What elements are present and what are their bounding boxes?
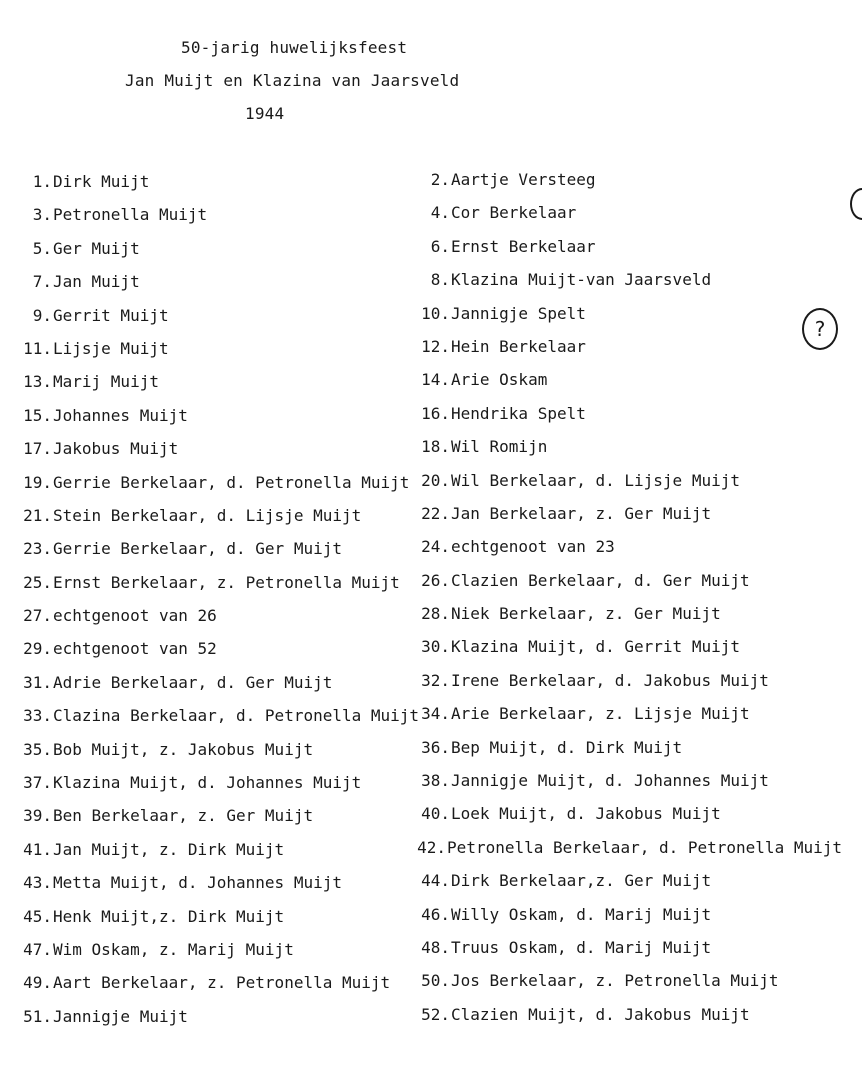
guest-name: Ernst Berkelaar: [451, 236, 596, 256]
guest-list-item: [14, 368, 444, 401]
guest-list-item: [14, 235, 444, 268]
guest-name: Gerrie Berkelaar, d. Petronella Muijt: [53, 472, 410, 492]
guest-list-item: [14, 569, 444, 602]
title-couple: Jan Muijt en Klazina van Jaarsveld: [125, 71, 460, 90]
guest-number: 43.: [23, 873, 52, 893]
guest-number: 44.: [421, 871, 450, 891]
guest-name: Marij Muijt: [53, 372, 159, 392]
guest-name: Johannes Muijt: [53, 405, 188, 425]
guest-number: 6.: [430, 236, 450, 256]
guest-name: Gerrit Muijt: [53, 305, 169, 325]
guest-name: Clazien Muijt, d. Jakobus Muijt: [451, 1004, 750, 1024]
guest-list-item: [412, 533, 842, 566]
guest-number: 47.: [23, 939, 52, 959]
guest-number: 46.: [421, 904, 450, 924]
guest-name: Clazien Berkelaar, d. Ger Muijt: [451, 570, 750, 590]
guest-number: 52.: [421, 1004, 450, 1024]
guest-name: Clazina Berkelaar, d. Petronella Muijt: [53, 706, 420, 726]
guest-name: Wim Oskam, z. Marij Muijt: [53, 939, 294, 959]
guest-list-item: [412, 734, 842, 767]
guest-name: Jannigje Muijt: [53, 1006, 188, 1026]
guest-list-right-column: [412, 166, 842, 1034]
guest-number: 1.: [32, 172, 52, 191]
guest-number: 16.: [421, 403, 450, 423]
guest-list-item: [412, 567, 842, 600]
guest-number: 19.: [23, 472, 52, 492]
guest-name: Loek Muijt, d. Jakobus Muijt: [451, 804, 721, 824]
guest-list-item: [14, 869, 444, 902]
guest-number: 50.: [421, 971, 450, 991]
guest-number: 14.: [421, 370, 450, 390]
guest-list-item: [14, 936, 444, 969]
guest-name: Jan Muijt: [53, 272, 140, 292]
guest-list-item: [14, 702, 444, 735]
guest-list-item: [412, 266, 842, 299]
guest-name: Klazina Muijt-van Jaarsveld: [451, 270, 712, 290]
guest-number: 8.: [430, 270, 450, 290]
guest-number: 10.: [421, 303, 450, 323]
guest-number: 36.: [421, 737, 450, 757]
guest-name: Cor Berkelaar: [451, 203, 577, 223]
guest-name: Dirk Berkelaar,z. Ger Muijt: [451, 871, 712, 891]
guest-name: Truus Oskam, d. Marij Muijt: [451, 937, 712, 957]
guest-list-item: [412, 166, 842, 199]
guest-list-item: [412, 199, 842, 232]
guest-number: 4.: [430, 203, 450, 223]
guest-list-item: [412, 500, 842, 533]
guest-name: Hendrika Spelt: [451, 403, 586, 423]
guest-name: Arie Berkelaar, z. Lijsje Muijt: [451, 704, 750, 724]
guest-name: echtgenoot van 52: [53, 639, 217, 659]
guest-number: 33.: [23, 706, 52, 726]
guest-number: 22.: [421, 503, 450, 523]
guest-list-item: [412, 800, 842, 833]
guest-list-item: [14, 535, 444, 568]
guest-list-item: [14, 302, 444, 335]
guest-number: 45.: [23, 906, 52, 926]
guest-number: 25.: [23, 572, 52, 592]
guest-list-item: [14, 402, 444, 435]
guest-number: 23.: [23, 539, 52, 559]
guest-name: Bob Muijt, z. Jakobus Muijt: [53, 739, 314, 759]
guest-name: Aart Berkelaar, z. Petronella Muijt: [53, 973, 391, 993]
guest-name: Lijsje Muijt: [53, 338, 169, 358]
question-mark-text: ?: [814, 317, 826, 341]
guest-number: 20.: [421, 470, 450, 490]
guest-number: 12.: [421, 336, 450, 356]
guest-number: 30.: [421, 637, 450, 657]
guest-number: 38.: [421, 771, 450, 791]
guest-list-item: [412, 467, 842, 500]
guest-list-item: [412, 767, 842, 800]
guest-list-item: [14, 736, 444, 769]
guest-name: Ernst Berkelaar, z. Petronella Muijt: [53, 572, 400, 592]
guest-list-item: [14, 335, 444, 368]
guest-number: 32.: [421, 670, 450, 690]
guest-list-item: [14, 502, 444, 535]
guest-name: Jos Berkelaar, z. Petronella Muijt: [451, 971, 779, 991]
guest-name: Ben Berkelaar, z. Ger Muijt: [53, 806, 314, 826]
guest-number: 9.: [32, 305, 52, 325]
guest-name: Jan Berkelaar, z. Ger Muijt: [451, 503, 712, 523]
guest-name: Wil Berkelaar, d. Lijsje Muijt: [451, 470, 740, 490]
guest-name: Hein Berkelaar: [451, 336, 586, 356]
guest-list-item: [412, 667, 842, 700]
guest-list-left-column: [14, 168, 447, 1036]
guest-list-item: [412, 967, 842, 1000]
guest-name: Henk Muijt,z. Dirk Muijt: [53, 906, 285, 926]
guest-list-item: [412, 600, 842, 633]
guest-number: 51.: [23, 1006, 52, 1026]
guest-number: 26.: [421, 570, 450, 590]
guest-number: 24.: [421, 537, 450, 557]
guest-name: Willy Oskam, d. Marij Muijt: [451, 904, 712, 924]
guest-number: 48.: [421, 937, 450, 957]
guest-list-item: [412, 400, 842, 433]
guest-list-item: [14, 836, 447, 869]
handwritten-question-mark: [802, 308, 838, 350]
guest-list-item: [14, 602, 444, 635]
guest-list-item: [412, 300, 842, 333]
guest-list-item: [14, 168, 444, 201]
guest-list-item: [14, 435, 444, 468]
guest-number: 17.: [23, 439, 52, 459]
guest-number: 21.: [23, 505, 52, 525]
guest-number: 31.: [23, 672, 52, 692]
guest-name: Jakobus Muijt: [53, 439, 179, 459]
guest-name: Klazina Muijt, d. Gerrit Muijt: [451, 637, 740, 657]
guest-list-item: [412, 834, 842, 867]
guest-number: 37.: [23, 773, 52, 793]
guest-list-item: [412, 233, 842, 266]
title-year: 1944: [245, 104, 285, 123]
guest-number: 49.: [23, 973, 52, 993]
guest-number: 7.: [32, 272, 52, 292]
guest-list-item: [412, 867, 842, 900]
guest-list-item: [14, 635, 444, 668]
guest-number: 27.: [23, 606, 52, 626]
guest-list-item: [14, 201, 444, 234]
guest-number: 3.: [32, 205, 52, 225]
guest-name: Dirk Muijt: [53, 172, 150, 191]
guest-number: 28.: [421, 604, 450, 624]
guest-list-item: [14, 669, 444, 702]
guest-list-item: [14, 969, 444, 1002]
guest-name: Adrie Berkelaar, d. Ger Muijt: [53, 672, 333, 692]
guest-list-item: [14, 268, 444, 301]
guest-name: Jannigje Muijt, d. Johannes Muijt: [451, 771, 769, 791]
guest-number: 15.: [23, 405, 52, 425]
guest-name: Metta Muijt, d. Johannes Muijt: [53, 873, 342, 893]
guest-number: 2.: [430, 170, 450, 189]
guest-list-item: [14, 769, 444, 802]
guest-list-item: [412, 1001, 842, 1034]
guest-name: Bep Muijt, d. Dirk Muijt: [451, 737, 683, 757]
guest-name: Gerrie Berkelaar, d. Ger Muijt: [53, 539, 342, 559]
guest-name: Jannigje Spelt: [451, 303, 586, 323]
guest-name: Petronella Muijt: [53, 205, 208, 225]
guest-name: Aartje Versteeg: [451, 170, 596, 189]
guest-name: Wil Romijn: [451, 437, 548, 457]
guest-list-item: [412, 433, 842, 466]
guest-list-item: [14, 469, 444, 502]
guest-list-item: [412, 633, 842, 666]
guest-list-item: [14, 802, 444, 835]
guest-name: Niek Berkelaar, z. Ger Muijt: [451, 604, 721, 624]
guest-number: 42.: [417, 837, 447, 857]
guest-name: Irene Berkelaar, d. Jakobus Muijt: [451, 670, 769, 690]
guest-list-item: [412, 901, 842, 934]
guest-name: Jan Muijt, z. Dirk Muijt: [53, 839, 285, 859]
guest-list-item: [14, 903, 444, 936]
guest-name: Klazina Muijt, d. Johannes Muijt: [53, 773, 362, 793]
guest-number: 5.: [32, 238, 52, 258]
guest-number: 39.: [23, 806, 52, 826]
guest-number: 11.: [23, 338, 52, 358]
guest-list-item: [412, 700, 842, 733]
guest-name: Arie Oskam: [451, 370, 548, 390]
guest-number: 40.: [421, 804, 450, 824]
guest-list-item: [412, 366, 842, 399]
guest-list-item: [412, 934, 842, 967]
guest-number: 35.: [23, 739, 52, 759]
guest-number: 13.: [23, 372, 52, 392]
guest-name: echtgenoot van 26: [53, 606, 217, 626]
guest-number: 41.: [23, 839, 52, 859]
guest-name: echtgenoot van 23: [451, 537, 615, 557]
handwritten-edge-mark: [850, 188, 862, 220]
guest-name: Petronella Berkelaar, d. Petronella Muijt: [447, 837, 842, 857]
guest-name: Ger Muijt: [53, 238, 140, 258]
guest-name: Stein Berkelaar, d. Lijsje Muijt: [53, 505, 362, 525]
guest-list-item: [412, 333, 842, 366]
guest-list-item: [14, 1003, 444, 1036]
title-occasion: 50-jarig huwelijksfeest: [181, 38, 408, 57]
guest-number: 34.: [421, 704, 450, 724]
guest-number: 29.: [23, 639, 52, 659]
guest-number: 18.: [421, 437, 450, 457]
